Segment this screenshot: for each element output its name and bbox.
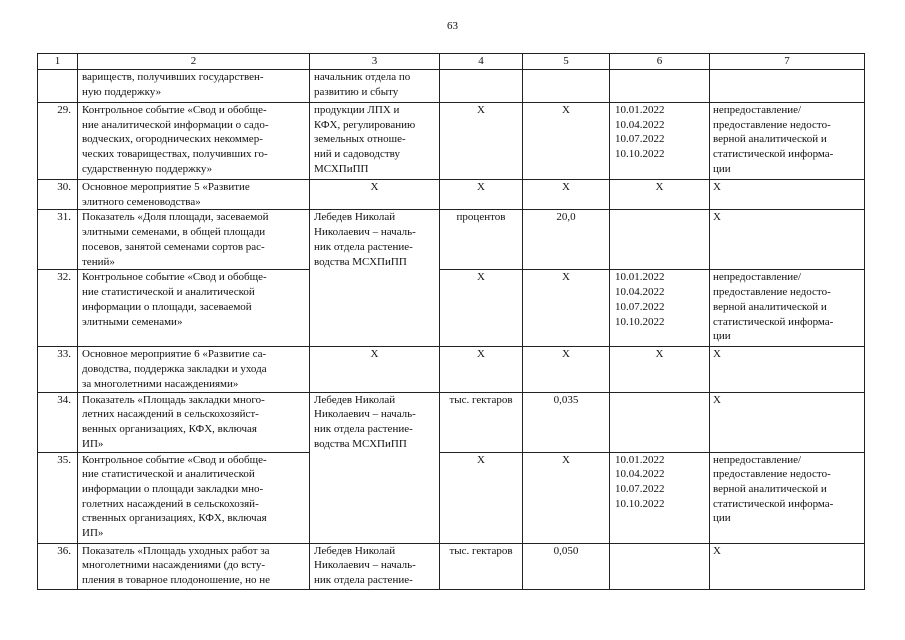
row-number: 35. — [38, 452, 78, 543]
row-dates — [610, 210, 710, 270]
row-name: Контрольное событие «Свод и обобще- ние статистической и аналитической информации о площади, засеваемой элитными семенами» — [78, 270, 310, 347]
header-cell: 1 — [38, 54, 78, 70]
row-number: 34. — [38, 392, 78, 452]
row-responsible: Лебедев Николай Николаевич – началь- ник отдела растение- водства МСХПиПП — [310, 392, 440, 543]
row-responsible: продукции ЛПХ и КФХ, регулированию земельных отноше- ний и садоводству МСХПиПП — [310, 103, 440, 180]
row-note — [710, 70, 865, 103]
table-row — [38, 543, 865, 589]
row-value: Х — [523, 180, 610, 210]
header-cell: 2 — [78, 54, 310, 70]
table-row — [38, 270, 865, 347]
row-dates — [610, 70, 710, 103]
row-note: Х — [710, 210, 865, 270]
row-name: Показатель «Площадь уходных работ за многолетними насаждениями (до всту- пления в товарное плодоношение, но не — [78, 543, 310, 589]
table-row — [38, 180, 865, 210]
row-note: Х — [710, 180, 865, 210]
table-row — [38, 392, 865, 452]
row-name: Основное мероприятие 6 «Развитие са- доводства, поддержка закладки и ухода за многолетними насаждениями» — [78, 347, 310, 392]
row-responsible: Х — [310, 347, 440, 392]
row-note: непредоставление/ предоставление недосто- верной аналитической и статистической информа- ции — [710, 270, 865, 347]
row-name: Основное мероприятие 5 «Развитие элитного семеноводства» — [78, 180, 310, 210]
row-note: непредоставление/ предоставление недосто- верной аналитической и статистической информа- ции — [710, 452, 865, 543]
row-unit: процентов — [440, 210, 523, 270]
header-cell: 3 — [310, 54, 440, 70]
row-dates — [610, 392, 710, 452]
table-row — [38, 70, 865, 103]
row-number: 36. — [38, 543, 78, 589]
row-responsible: Лебедев Николай Николаевич – началь- ник отдела растение- — [310, 543, 440, 589]
table-row — [38, 347, 865, 392]
row-unit: тыс. гектаров — [440, 392, 523, 452]
header-cell: 5 — [523, 54, 610, 70]
row-value: Х — [523, 103, 610, 180]
header-cell: 7 — [710, 54, 865, 70]
row-unit: тыс. гектаров — [440, 543, 523, 589]
row-responsible: Х — [310, 180, 440, 210]
table-row — [38, 210, 865, 270]
row-value: Х — [523, 347, 610, 392]
row-value: 0,035 — [523, 392, 610, 452]
row-number — [38, 70, 78, 103]
row-number: 30. — [38, 180, 78, 210]
table-header-row — [38, 54, 865, 70]
row-unit: Х — [440, 180, 523, 210]
page-number: 63 — [447, 20, 458, 32]
row-note: Х — [710, 392, 865, 452]
row-dates: Х — [610, 347, 710, 392]
row-unit: Х — [440, 452, 523, 543]
row-dates — [610, 543, 710, 589]
row-number: 32. — [38, 270, 78, 347]
row-dates: 10.01.2022 10.04.2022 10.07.2022 10.10.2022 — [610, 452, 710, 543]
plan-table — [37, 53, 865, 590]
header-cell: 6 — [610, 54, 710, 70]
row-dates: 10.01.2022 10.04.2022 10.07.2022 10.10.2022 — [610, 103, 710, 180]
row-note: Х — [710, 543, 865, 589]
row-responsible: Лебедев Николай Николаевич – началь- ник отдела растение- водства МСХПиПП — [310, 210, 440, 347]
row-note: непредоставление/ предоставление недосто- верной аналитической и статистической информа- ции — [710, 103, 865, 180]
row-note: Х — [710, 347, 865, 392]
header-cell: 4 — [440, 54, 523, 70]
row-name: Контрольное событие «Свод и обобще- ние статистической и аналитической информации о площади закладки мно- голетних насаждений в сельскохозяй- ственных организациях, КФХ, включая ИП» — [78, 452, 310, 543]
row-responsible: начальник отдела по развитию и сбыту — [310, 70, 440, 103]
row-unit: Х — [440, 103, 523, 180]
row-value: Х — [523, 270, 610, 347]
row-number: 33. — [38, 347, 78, 392]
row-number: 31. — [38, 210, 78, 270]
row-dates: Х — [610, 180, 710, 210]
row-unit — [440, 70, 523, 103]
row-dates: 10.01.2022 10.04.2022 10.07.2022 10.10.2022 — [610, 270, 710, 347]
row-unit: Х — [440, 347, 523, 392]
table-row — [38, 452, 865, 543]
row-unit: Х — [440, 270, 523, 347]
row-value: Х — [523, 452, 610, 543]
row-name: Показатель «Доля площади, засеваемой элитными семенами, в общей площади посевов, занятой семенами сортов рас- тений» — [78, 210, 310, 270]
row-number: 29. — [38, 103, 78, 180]
row-value — [523, 70, 610, 103]
row-name: вариществ, получивших государствен- ную поддержку» — [78, 70, 310, 103]
row-name: Показатель «Площадь закладки много- летних насаждений в сельскохозяйст- венных организациях, КФХ, включая ИП» — [78, 392, 310, 452]
row-name: Контрольное событие «Свод и обобще- ние аналитической информации о садо- водческих, огороднических некоммер- ческих товариществах, получивших го- сударственную поддержку» — [78, 103, 310, 180]
table-row — [38, 103, 865, 180]
row-value: 0,050 — [523, 543, 610, 589]
row-value: 20,0 — [523, 210, 610, 270]
